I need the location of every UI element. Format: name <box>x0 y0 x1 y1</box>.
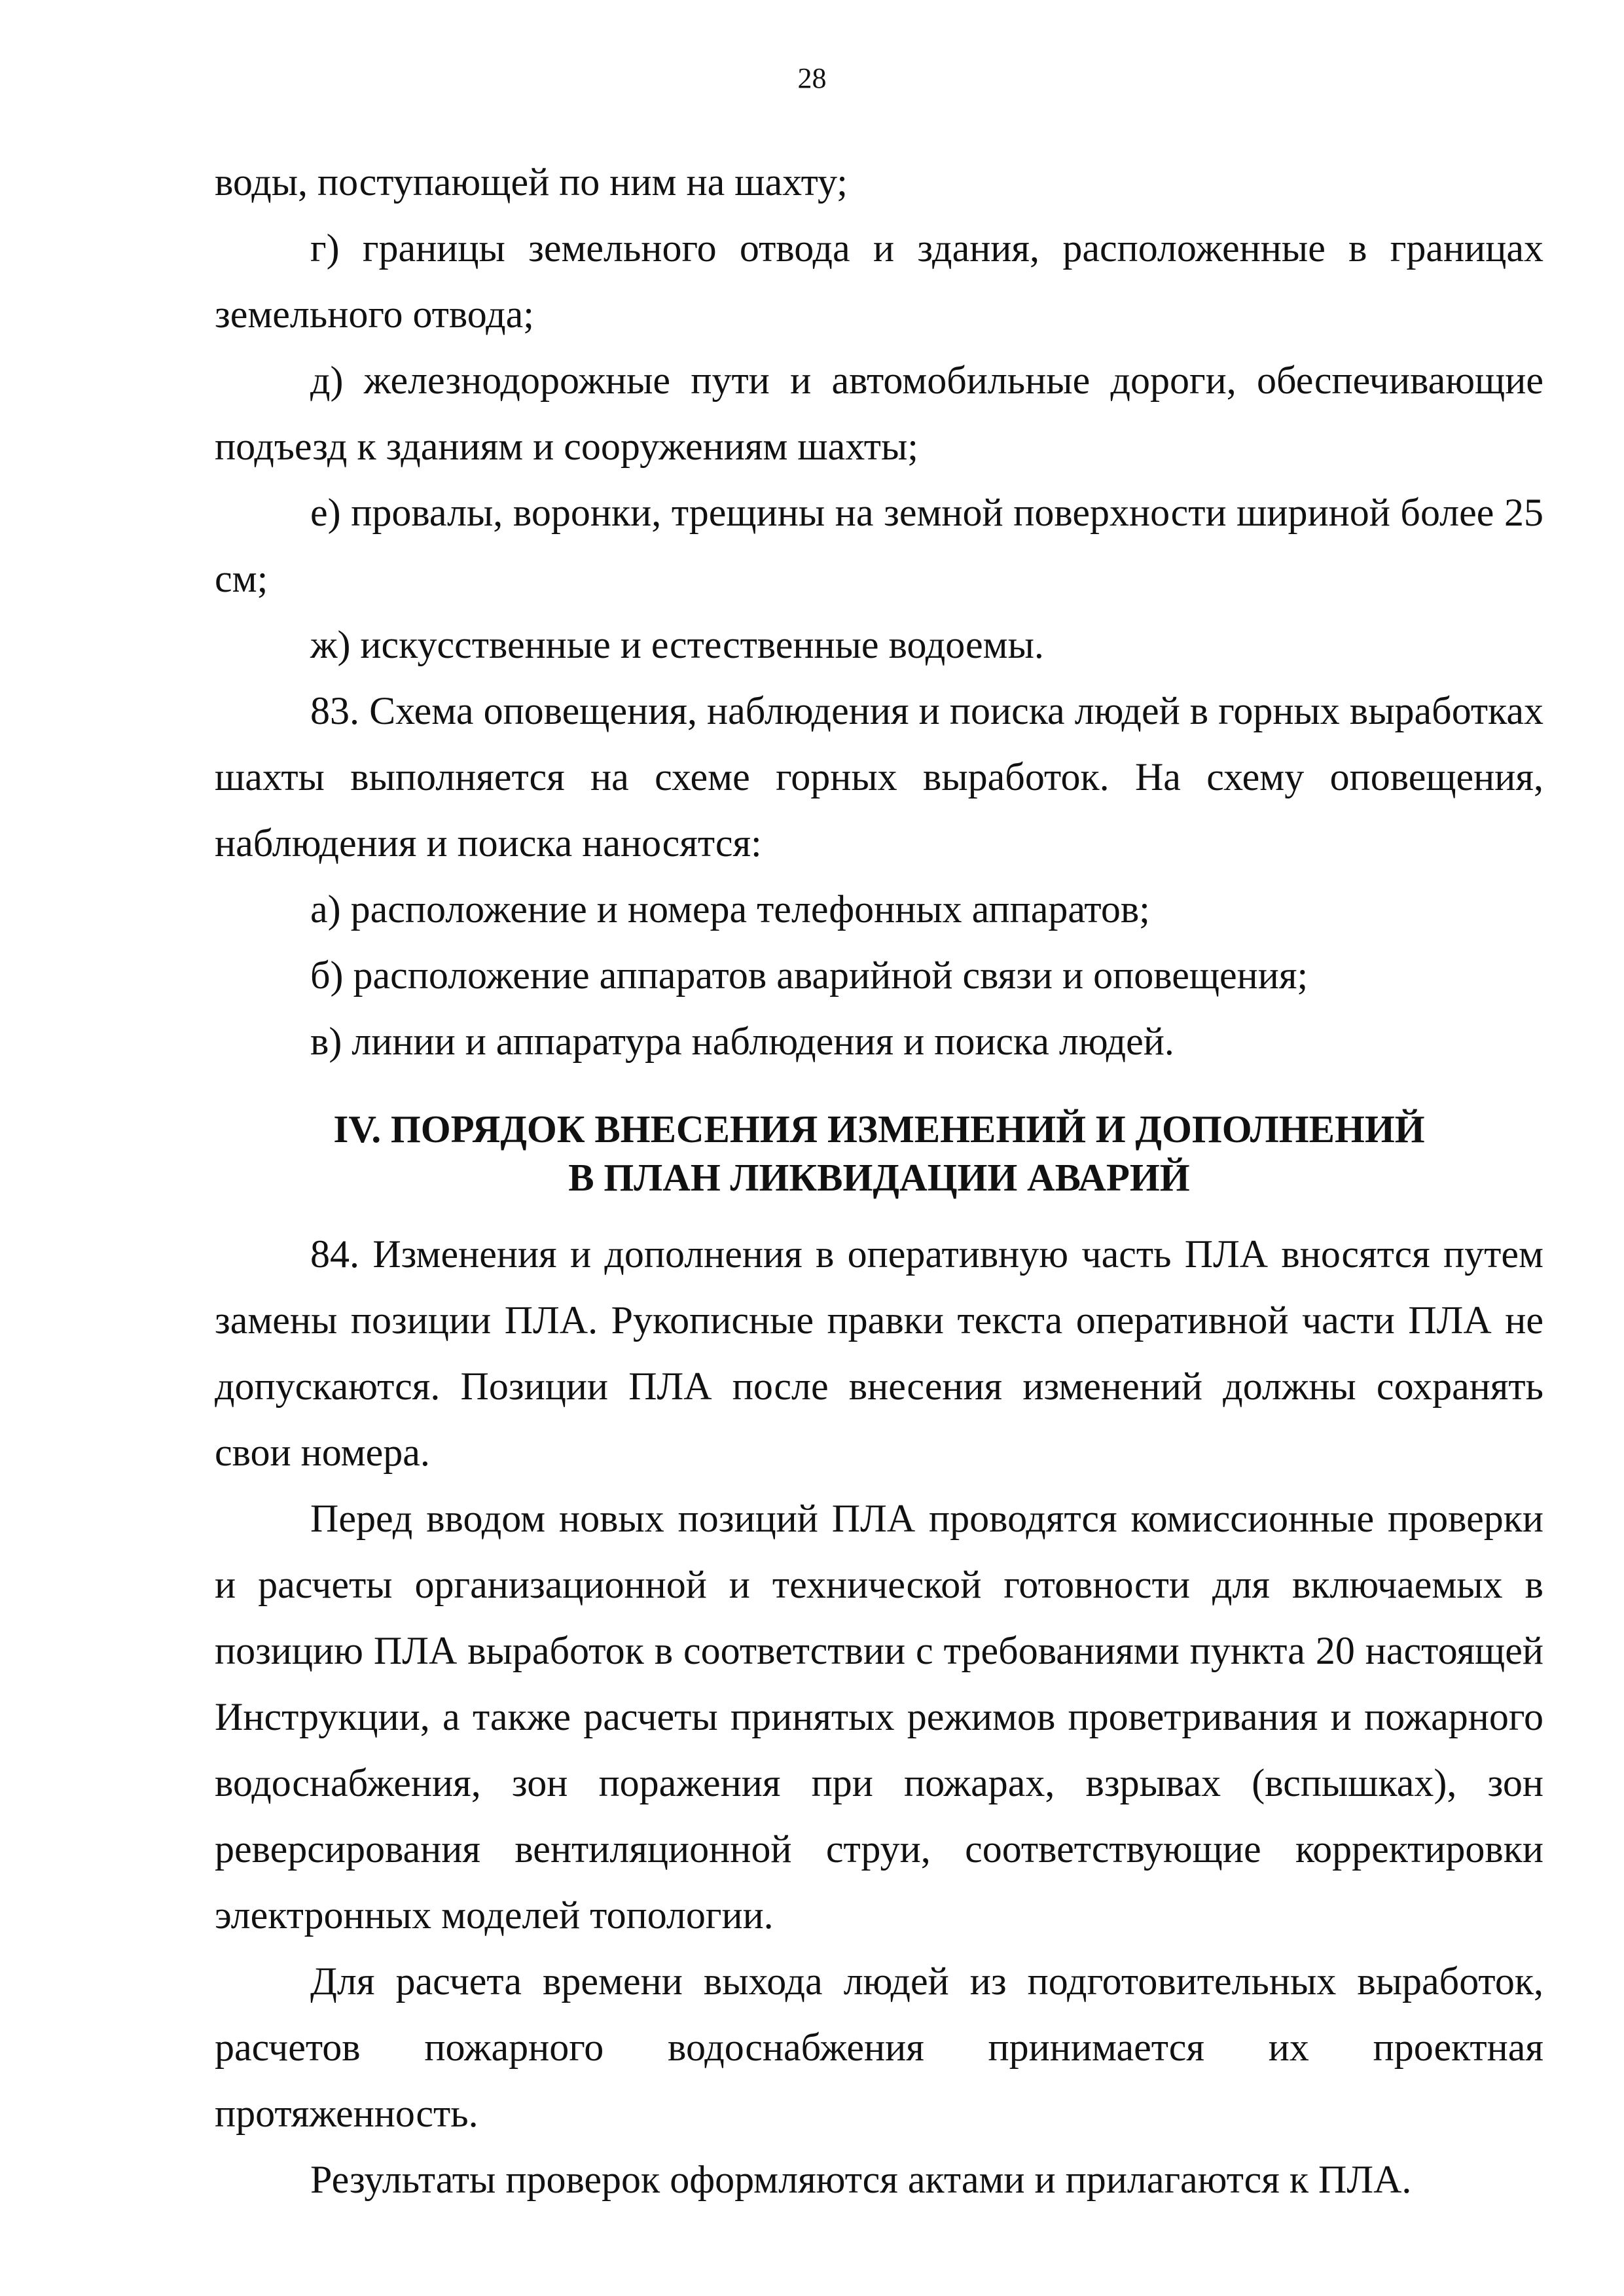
paragraph-item-e: е) провалы, воронки, трещины на земной поверхности шириной более 25 см; <box>215 491 1543 600</box>
paragraph-item-a: а) расположение и номера телефонных аппаратов; <box>310 888 1150 931</box>
section-title-line-2: В ПЛАН ЛИКВИДАЦИИ АВАРИЙ <box>568 1156 1190 1199</box>
paragraph-item-zh: ж) искусственные и естественные водоемы. <box>310 623 1044 666</box>
document-body <box>215 149 1543 2213</box>
page-number: 28 <box>797 62 827 94</box>
paragraph-item-v: в) линии и аппаратура наблюдения и поиска людей. <box>310 1020 1174 1063</box>
paragraph-results: Результаты проверок оформляются актами и прилагаются к ПЛА. <box>310 2158 1412 2201</box>
paragraph-84: 84. Изменения и дополнения в оперативную часть ПЛА вносятся путем замены позиции ПЛА. Рукописные правки текста оперативной части ПЛА не допускаются. Позиции ПЛА после внесения изменений должны сохранять свои номера. <box>215 1232 1543 1474</box>
section-title-line-1: IV. ПОРЯДОК ВНЕСЕНИЯ ИЗМЕНЕНИЙ И ДОПОЛНЕНИЙ <box>333 1107 1425 1151</box>
paragraph-checks: Перед вводом новых позиций ПЛА проводятся комиссионные проверки и расчеты организационной и технической готовности для включаемых в позицию ПЛА выработок в соответствии с требованиями пункта 20 настоящей Инструкции, а также расчеты принятых режимов проветривания и пожарного водоснабжения, зон поражения при пожарах, взрывах (вспышках), зон реверсирования вентиляционной струи, соответствующие корректировки электронных моделей топологии. <box>215 1497 1543 1937</box>
paragraph-item-d: д) железнодорожные пути и автомобильные дороги, обеспечивающие подъезд к зданиям и сооружениям шахты; <box>215 359 1543 468</box>
paragraph-exit-time: Для расчета времени выхода людей из подготовительных выработок, расчетов пожарного водоснабжения принимается их проектная протяженность. <box>215 1960 1543 2135</box>
section-title <box>215 1105 1543 1202</box>
paragraph-top-0: воды, поступающей по ним на шахту; <box>215 160 848 204</box>
paragraph-83: 83. Схема оповещения, наблюдения и поиска людей в горных выработках шахты выполняется на схеме горных выработок. На схему оповещения, наблюдения и поиска наносятся: <box>215 689 1543 865</box>
paragraph-item-b: б) расположение аппаратов аварийной связи и оповещения; <box>310 954 1308 997</box>
paragraph-item-g: г) границы земельного отвода и здания, расположенные в границах земельного отвода; <box>215 226 1543 336</box>
